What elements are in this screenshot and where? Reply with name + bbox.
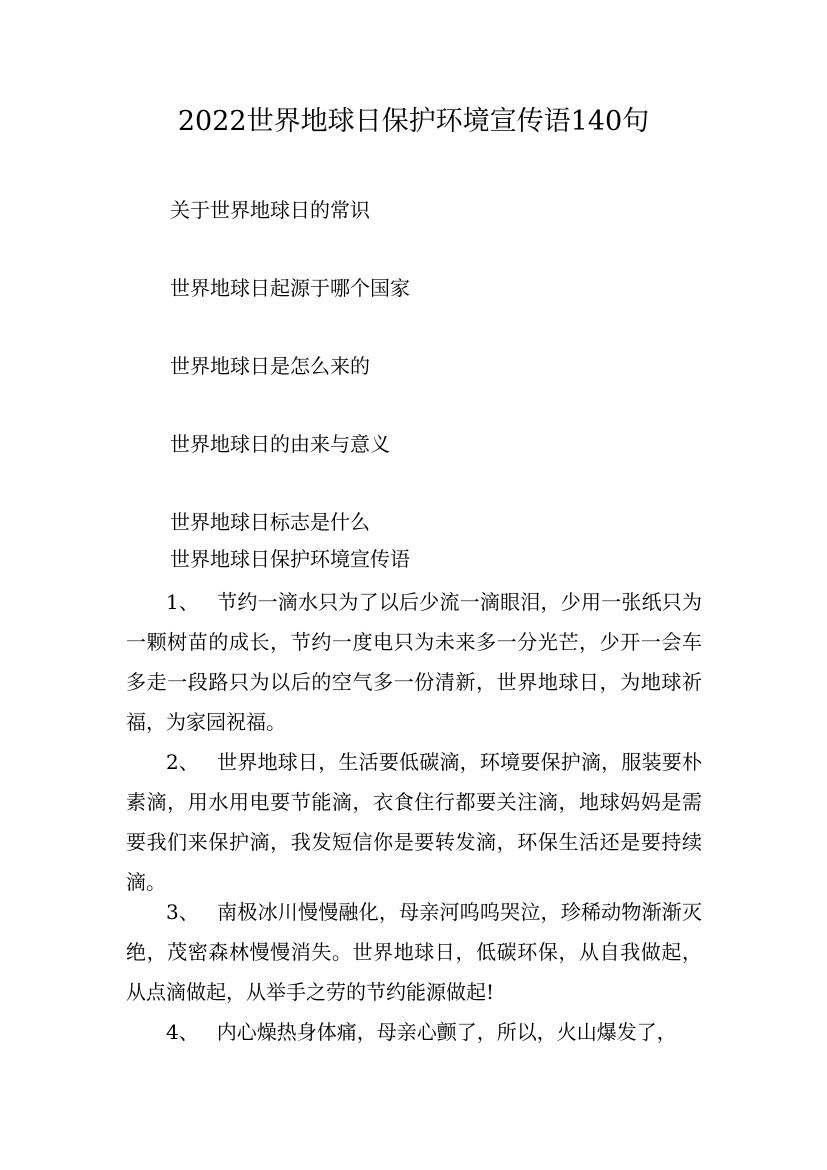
slogan-number: 4、 <box>166 1020 199 1044</box>
heading-how-it-came: 世界地球日是怎么来的 <box>170 354 370 378</box>
slogan-item-2 <box>126 742 702 902</box>
slogan-number: 1、 <box>166 590 200 614</box>
slogan-text: 世界地球日，生活要低碳滴，环境要保护滴，服装要朴素滴，用水用电要节能滴，衣食住行都要关注滴，地球妈妈是需要我们来保护滴，我发短信你是要转发滴，环保生活还是要持续滴。 <box>126 750 703 894</box>
document-title: 2022世界地球日保护环境宣传语140句 <box>177 106 650 137</box>
heading-origin-country: 世界地球日起源于哪个国家 <box>170 276 410 300</box>
slogan-text: 南极冰川慢慢融化，母亲河呜呜哭泣，珍稀动物渐渐灭绝，茂密森林慢慢消失。世界地球日，低碳环保，从自我做起，从点滴做起，从举手之劳的节约能源做起! <box>126 900 703 1004</box>
slogan-item-4 <box>126 1012 702 1052</box>
slogan-item-1 <box>126 582 702 742</box>
slogan-item-3 <box>126 892 702 1012</box>
heading-logo: 世界地球日标志是什么 <box>170 510 370 534</box>
heading-slogans: 世界地球日保护环境宣传语 <box>170 547 410 571</box>
slogan-text: 内心燥热身体痛，母亲心颤了，所以，火山爆发了， <box>216 1020 677 1044</box>
slogan-number: 3、 <box>166 900 200 924</box>
heading-origin-meaning: 世界地球日的由来与意义 <box>170 432 390 456</box>
slogan-text: 节约一滴水只为了以后少流一滴眼泪，少用一张纸只为一颗树苗的成长，节约一度电只为未来多一分光芒，少开一会车多走一段路只为以后的空气多一份清新，世界地球日，为地球祈福，为家园祝福。 <box>126 590 703 734</box>
slogan-number: 2、 <box>166 750 200 774</box>
heading-common-knowledge: 关于世界地球日的常识 <box>170 198 370 222</box>
